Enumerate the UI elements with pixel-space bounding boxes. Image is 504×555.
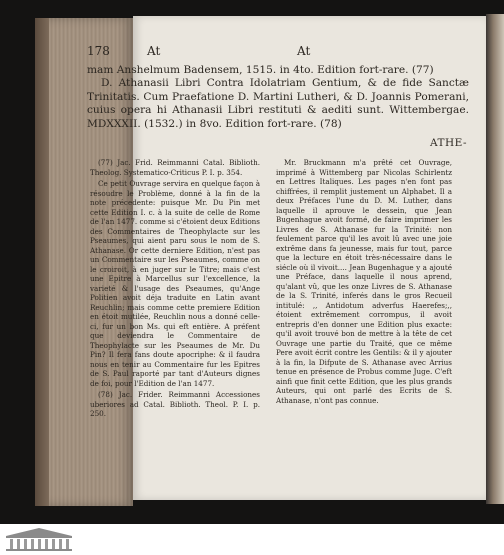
book-spine-shadow bbox=[35, 18, 49, 506]
library-building-logo bbox=[4, 526, 74, 552]
running-head-right: At bbox=[297, 44, 311, 58]
library-footer-bar bbox=[0, 524, 504, 555]
running-head-left: At bbox=[147, 44, 161, 58]
facing-page-edge bbox=[486, 14, 504, 504]
catchword: ATHE- bbox=[430, 137, 468, 149]
footnote-77-text: Ce petit Ouvrage servira en quelque façon à résoudre le Problème, donné à la fin de la note précedente: puisque Mr. Du Pin met cette Edition I. c. à la suite de celle de Rome de l'an 1477. comme si c'étoient deux Editions des Commentaires de Theophylacte sur les Pseaumes, qui aient paru sous le nom de S. Athanase. Or cette derniere Edition, n'est pas un Commentaire sur les Pseaumes, comme on le croiroit, à en juger sur le Titre; mais c'est une Epitre à Marcellus sur l'excellence, la varieté & l'usage des Pseaumes, qu'Ange Politien avoit déja traduite en Latin avant Reuchlin; mais comme cette premiere Edition en étoit mutilée, Reuchlin nous a donné celle-ci, fur un bon Ms. qui eft entière. A préfent que deviendra le Commentaire de Theophylacte sur les Pseaumes de Mr. Du Pin? Il fera fans doute apocriphe: & il faudra nous en tenir au Commentaire fur les Epitres de S. Paul raporté par tant d'Auteurs dignes de foi, pour l'Edition de l'an 1477. bbox=[90, 179, 260, 388]
page-number: 178 bbox=[87, 44, 110, 58]
footnote-78-text: Mr. Bruckmann m'a prêté cet Ouvrage, imprimé à Wittemberg par Nicolas Schirlentz en Lettres Italiques. Les pages n'en font pas chiffrées, il remplit justement un Alphabet. Il a deux Préfaces l'une du D. M. Luther, dans laquelle il aprouve le dessein, que Jean Bugenhague avoit formé, de faire imprimer les Livres de S. Athanase fur la Trinité: non feulement parce qu'il les avoit lû avec une joie extrême dans fa jeunesse, mais fur tout, parce que la lecture en étoit très-nécessaire dans le siécle où il vivoit.... Jean Bugenhague y a ajouté une Préface, dans laquelle il nous aprend, qu'alant vû, que les onze Livres de S. Athanase de la S. Trinité, inferés dans le gros Recueil intitulé: ,, Antidotum adverfus Haerefes;,, étoient extrêmement corrompus, il avoit entrepris d'en donner une Edition plus exacte: qu'il avoit trouvé bon de mettre à la tête de cet Ouvrage une partie du Traité, que ce même Pere avoit écrit contre les Gentils: & il y ajouter à la fin, la Difpute de S. Athanase avec Arrius tenue en présence de Probus comme Juge. C'eft ainfi que finit cette Edition, que les plus grands Auteurs, qui ont parlé des Ecrits de S. Athanase, n'ont pas connue. bbox=[276, 158, 452, 405]
main-entry-text bbox=[87, 64, 469, 131]
footnote-column-left bbox=[90, 158, 260, 421]
entry-athanasius: D. Athanasii Libri Contra Idolatriam Gentium, & de fide Sanctæ Trinitatis. Cum Praefatione D. Martini Lutheri, & D. Joannis Pomerani, cuius opera hi Athanasii Libri restituti & aediti sunt. Wittembergae. MDXXXII. (1532.) in 8vo. Edition fort-rare. (78) bbox=[87, 77, 469, 130]
footnote-78-ref: (78) Jac. Frider. Reimmanni Accessiones uberiores ad Catal. Biblioth. Theol. P. I. p. 250. bbox=[90, 390, 260, 418]
footnote-77-ref: (77) Jac. Frid. Reimmanni Catal. Biblioth. Theolog. Systematico-Criticus P. I. p. 354. bbox=[90, 158, 260, 177]
page-header bbox=[87, 44, 467, 60]
entry-line-1: mam Anshelmum Badensem, 1515. in 4to. Edition fort-rare. (77) bbox=[87, 64, 434, 76]
footnote-column-right bbox=[276, 158, 452, 407]
